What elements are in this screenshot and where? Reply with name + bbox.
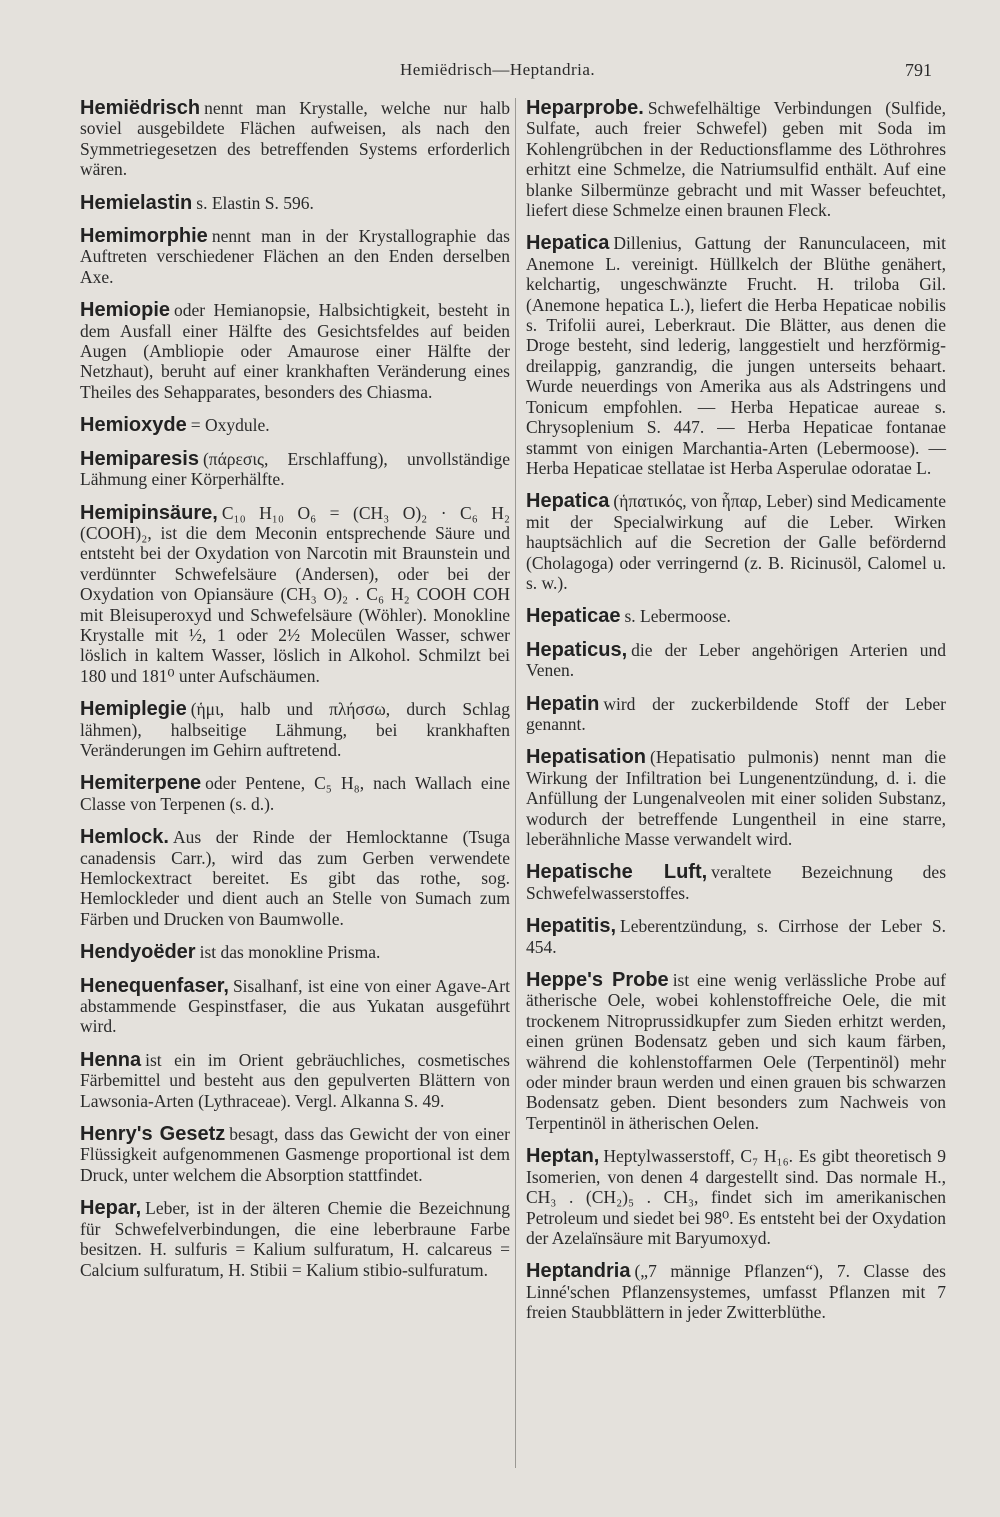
- entry-text: ist eine wenig verlässliche Probe auf ätherische Oele, wobei kohlenstoffreiche Oele, die mit trockenem Nitroprussidkupfer zum Sieden erhitzt werden, einen grünen Bodensatz geben und sich kaum färben, während die kohlenstoffarmen Oele (Terpentinöl) mehr oder minder braun werden und einen grauen bis schwarzen Bodensatz geben. Dient besonders zum Nachweis von Terpentinöl in ätherischen Oelen.: [526, 970, 951, 1133]
- dictionary-entry: [526, 1145, 951, 1248]
- dictionary-entry: [526, 692, 951, 735]
- entry-text: C₁₀ H₁₀ O₆ = (CH₃ O)₂ · C₆ H₂ (COOH)₂, ist die dem Meconin entsprechende Säure und entsteht bei der Oxydation von Narcotin mit Braunstein und verdünnter Schwefelsäure (Andersen), oder bei der Oxydation von Opiansäure (CH₃ O)₂ . C₆ H₂ COOH COH mit Bleisuperoxyd und Schwefelsäure (Wöhler). Monokline Krystalle mit ½, 1 oder 2½ Molecülen Wasser, schwer löslich in kaltem Wasser, löslich in Alkohol. Schmilzt bei 180 und 181⁰ unter Aufschäumen.: [80, 502, 515, 686]
- entry-text: (πάρεσις, Erschlaffung), unvollständige Lähmung einer Körperhälfte.: [80, 448, 515, 490]
- dictionary-entry: [526, 861, 951, 903]
- entry-text: („7 männige Pflanzen“), 7. Classe des Linné'schen Pflanzensystemes, umfasst Pflanzen mit 7 freien Staubblättern in jeder Zwitterblüthe.: [526, 1261, 951, 1323]
- entry-text: Sisalhanf, ist eine von einer Agave-Art abstammende Gespinstfaser, die aus Yukatan ausgeführt wird.: [80, 975, 515, 1037]
- entry-text: oder Pentene, C₅ H₈, nach Wallach eine Classe von Terpenen (s. d.).: [80, 773, 515, 814]
- entry-headword: Hemiplegie: [80, 698, 187, 721]
- entry-text: Dillenius, Gattung der Ranunculaceen, mit Anemone L. vereinigt. Hüllkelch der Blüthe genähert, kelchartig, ungeschwänzte Frucht. H. triloba Gil. (Anemone hepatica L.), liefert die Herba Hepaticae nobilis s. Trifolii aurei, Leberkraut. Die Blätter, aus denen die Droge besteht, sind lederig, langgestielt und herzförmig-dreilappig, ganzrandig, die jungen unterseits behaart. Wurde neuerdings von Amerika aus als Adstringens und Tonicum empfohlen. — Herba Hepaticae aureae s. Chrysoplenium S. 447. — Herba Hepaticae fontanae stammt von einigen Marchantia-Arten (Lebermoose). — Herba Hepaticae stellatae ist Herba Asperulae odoratae L.: [526, 233, 951, 478]
- entry-text: nennt man in der Krystallographie das Auftreten verschiedener Flächen an den Enden derselben Axe.: [80, 226, 514, 287]
- entry-text: ist ein im Orient gebräuchliches, cosmetisches Färbemittel und besteht aus den gepulverten Blättern von Lawsonia-Arten (Lythraceae). Vergl. Alkanna S. 49.: [80, 1049, 515, 1111]
- entry-text: (ἡμι, halb und πλήσσω, durch Schlag lähmen), halbseitige Lähmung, bei krankhaften Veränderungen im Gehirn auftretend.: [80, 699, 515, 760]
- entry-headword: Hepatitis,: [526, 915, 617, 938]
- entry-headword: Heptan,: [526, 1145, 600, 1168]
- dictionary-entry: [80, 698, 515, 760]
- entry-headword: Hepaticae: [526, 605, 621, 628]
- left-column: [80, 97, 515, 1293]
- dictionary-entry: [80, 974, 515, 1037]
- entry-headword: Hepatica: [526, 490, 610, 513]
- entry-text: nennt man Krystalle, welche nur halb soviel ausgebildete Flächen aufweisen, als nach den Symmetriegesetzen des betreffenden Systems erforderlich wären.: [80, 98, 515, 180]
- entry-headword: Hendyoëder: [80, 941, 196, 964]
- dictionary-entry: [526, 490, 951, 593]
- entry-text: besagt, dass das Gewicht der von einer Flüssigkeit aufgenommenen Gasmenge proportional ist dem Druck, unter welchem die Absorption stattfindet.: [80, 1124, 515, 1185]
- dictionary-entry: [526, 915, 951, 957]
- entry-headword: Hepatin: [526, 692, 600, 715]
- entry-headword: Hepar,: [80, 1197, 142, 1220]
- entry-headword: Hepaticus,: [526, 638, 628, 661]
- entry-headword: Hepatische Luft,: [526, 861, 708, 884]
- entry-text: (Hepatisatio pulmonis) nennt man die Wirkung der Infiltration bei Lungenentzündung, d. i. die Anfüllung der Lungenalveolen mit einer soliden Substanz, wodurch der betreffende Lungentheil in eine starre, leberähnliche Masse verwandelt wird.: [526, 747, 951, 849]
- entry-headword: Hemioxyde: [80, 414, 187, 437]
- dictionary-entry: [80, 1123, 515, 1185]
- entry-text: Aus der Rinde der Hemlocktanne (Tsuga canadensis Carr.), wird das zum Gerben verwendete Hemlockextract bereitet. Es gibt das rothe, sog. Hemlockleder und dient auch an Stelle von Sumach zum Färben und Drucken von Baumwolle.: [80, 827, 515, 929]
- dictionary-entry: [80, 826, 515, 929]
- entry-headword: Hemiëdrisch: [80, 97, 201, 119]
- dictionary-entry: [80, 415, 510, 435]
- entry-text: die der Leber angehörigen Arterien und Venen.: [526, 639, 951, 681]
- page-number: 791: [905, 60, 932, 80]
- entry-text: wird der zuckerbildende Stoff der Leber genannt.: [526, 693, 951, 734]
- dictionary-entry: [526, 97, 951, 221]
- dictionary-entry: [80, 97, 515, 180]
- entry-headword: Hemimorphie: [80, 225, 208, 248]
- entry-headword: Hepatica: [526, 232, 610, 255]
- entry-headword: Heptandria: [526, 1260, 631, 1283]
- right-column: [526, 97, 951, 1336]
- entry-headword: Hemielastin: [80, 191, 193, 214]
- dictionary-entry: [526, 606, 946, 626]
- dictionary-entry: [80, 193, 510, 213]
- entry-text: = Oxydule.: [190, 415, 270, 436]
- entry-headword: Hemiterpene: [80, 772, 202, 795]
- entry-text: Leberentzündung, s. Cirrhose der Leber S. 454.: [526, 916, 951, 957]
- entry-headword: Hemipinsäure,: [80, 501, 218, 524]
- entry-text: s. Lebermoose.: [624, 606, 731, 627]
- entry-text: Leber, ist in der älteren Chemie die Bezeichnung für Schwefelverbindungen, die eine leberbraune Farbe besitzen. H. sulfuris = Kalium sulfuratum, H. calcareus = Calcium sulfuratum, H. Stibii = Kalium stibio-sulfuratum.: [80, 1198, 515, 1280]
- entry-text: (ἡπατικός, von ἧπαρ, Leber) sind Medicamente mit der Specialwirkung auf die Leber. Wirken hauptsächlich auf die Secretion der Galle befördernd (Cholagoga) oder verringernd (z. B. Ricinusöl, Calomel u. s. w.).: [526, 491, 951, 593]
- dictionary-entry: [80, 1197, 515, 1280]
- dictionary-entry: [80, 299, 515, 402]
- entry-text: veraltete Bezeichnung des Schwefelwasserstoffes.: [526, 862, 951, 903]
- dictionary-entry: [526, 232, 951, 478]
- entry-headword: Heppe's Probe: [526, 969, 669, 992]
- dictionary-entry: [80, 447, 515, 490]
- entry-headword: Hemlock.: [80, 826, 169, 849]
- entry-headword: Hepatisation: [526, 746, 647, 769]
- entry-headword: Henequenfaser,: [80, 974, 229, 997]
- dictionary-entry: [80, 942, 510, 962]
- dictionary-entry: [526, 746, 951, 849]
- entry-headword: Hemiopie: [80, 299, 171, 322]
- dictionary-entry: [80, 501, 515, 687]
- entry-headword: Henry's Gesetz: [80, 1123, 226, 1146]
- dictionary-entry: [80, 225, 514, 287]
- dictionary-entry: [80, 772, 515, 814]
- column-divider: [515, 98, 516, 1468]
- entry-text: Schwefelhältige Verbindungen (Sulfide, Sulfate, auch freier Schwefel) geben mit Soda im Kohlengrübchen in der Reductionsflamme des Löthrohres erhitzt eine Schmelze, die Natriumsulfid enthält. Auf eine blanke Silbermünze gebracht und mit Wasser befeuchtet, liefert diese Schmelze einen braunen Fleck.: [526, 98, 951, 221]
- dictionary-entry: [526, 1260, 951, 1323]
- running-title: Hemiëdrisch—Heptandria.: [400, 60, 596, 79]
- entry-text: oder Hemianopsie, Halbsichtigkeit, besteht in dem Ausfall einer Hälfte des Gesichtsfeldes auf beiden Augen (Ambliopie oder Amaurose einer Hälfte der Netzhaut), beruht auf einer krankhaften Veränderung eines Theiles des Sehapparates, besonders des Chiasma.: [80, 300, 515, 402]
- dictionary-entry: [526, 638, 951, 681]
- entry-text: Heptylwasserstoff, C₇ H₁₆. Es gibt theoretisch 9 Isomerien, von denen 4 dargestellt sind. Das normale H., CH₃ . (CH₂)₅ . CH₃, findet sich im amerikanischen Petroleum und siedet bei 98⁰. Es entsteht bei der Oxydation der Azelaïnsäure mit Baryumoxyd.: [526, 1146, 951, 1248]
- entry-headword: Heparprobe.: [526, 97, 644, 119]
- entry-headword: Hemiparesis: [80, 447, 199, 470]
- entry-text: ist das monokline Prisma.: [199, 942, 381, 963]
- entry-text: s. Elastin S. 596.: [196, 192, 314, 213]
- dictionary-entry: [80, 1048, 515, 1111]
- dictionary-entry: [526, 969, 951, 1133]
- entry-headword: Henna: [80, 1048, 142, 1071]
